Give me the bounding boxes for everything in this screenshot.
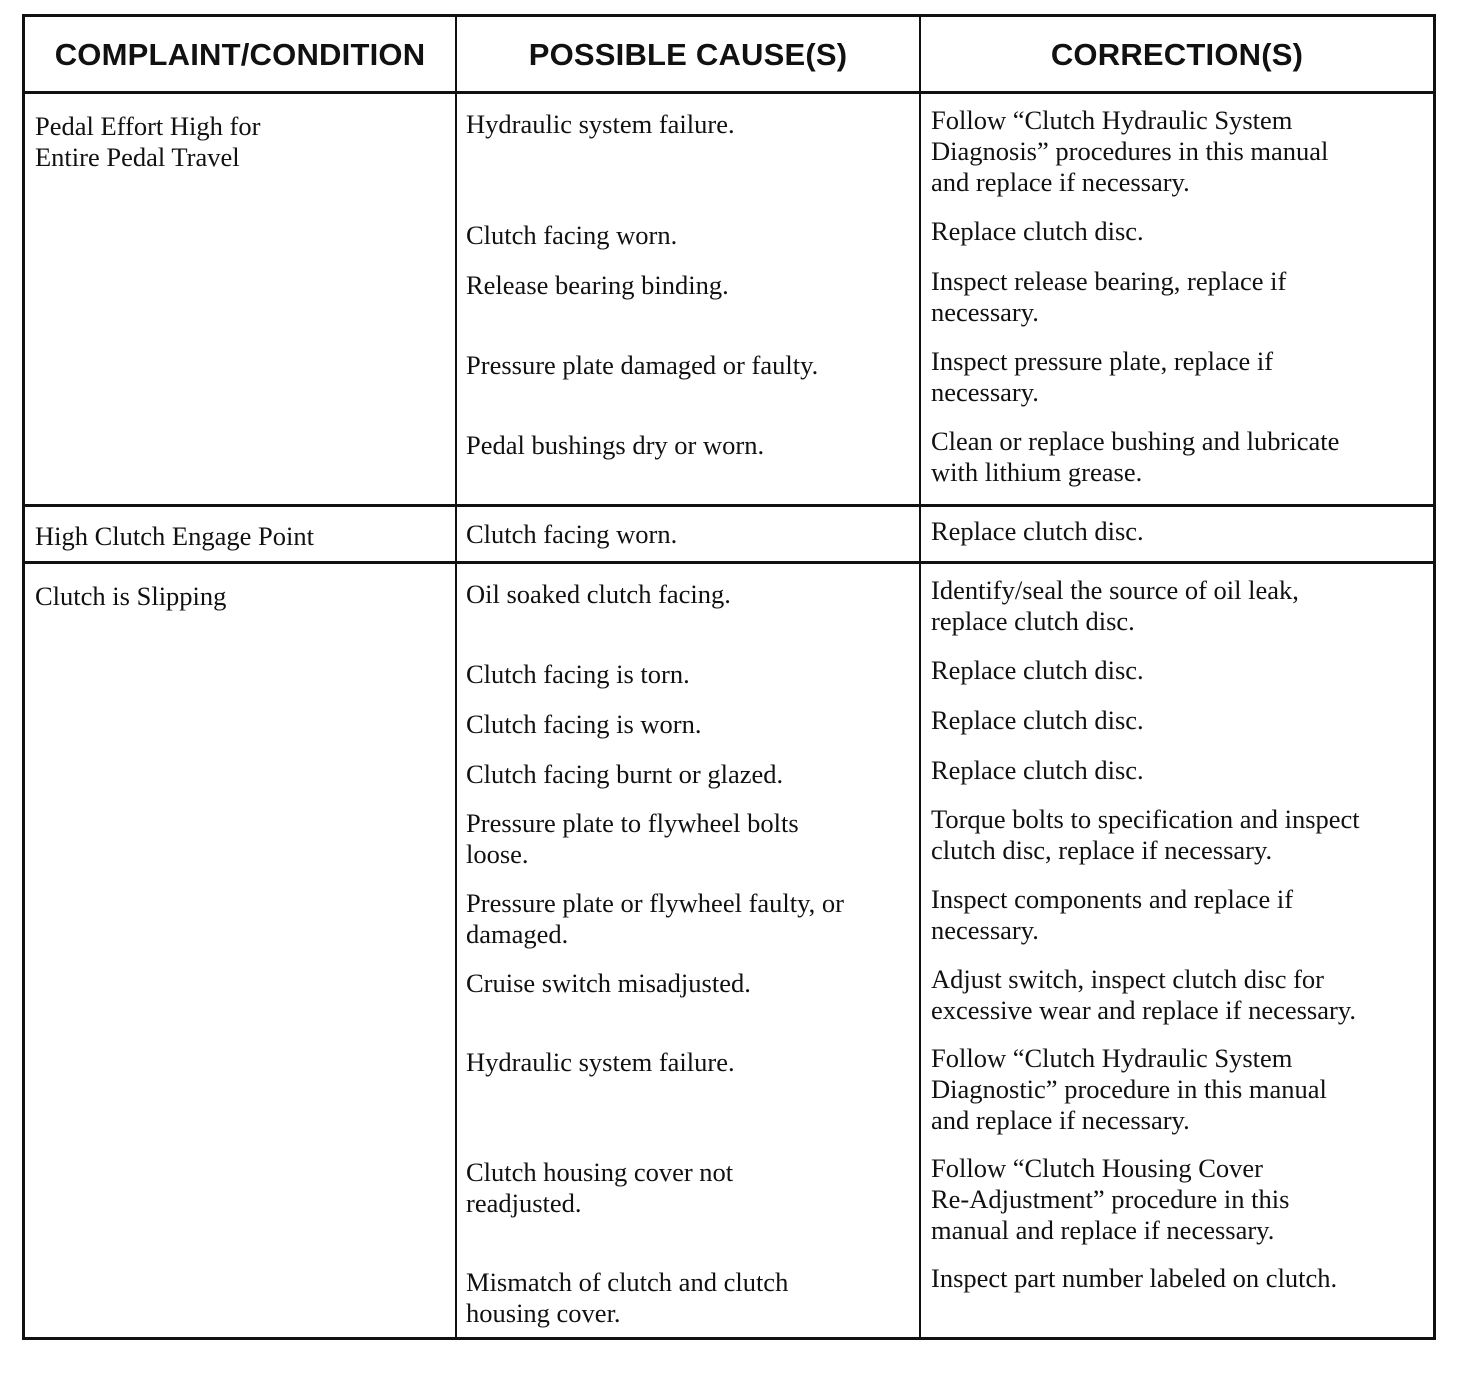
correction-cell: Replace clutch disc. bbox=[931, 705, 1144, 735]
column-divider bbox=[455, 17, 457, 1337]
correction-cell: Adjust switch, inspect clutch disc for excessive wear and replace if necessary. bbox=[931, 964, 1356, 1025]
correction-cell: Inspect release bearing, replace if necessary. bbox=[931, 266, 1287, 327]
cause-cell: Pedal bushings dry or worn. bbox=[466, 430, 765, 460]
cause-cell: Cruise switch misadjusted. bbox=[466, 968, 751, 998]
cause-cell: Oil soaked clutch facing. bbox=[466, 579, 731, 609]
cause-cell: Mismatch of clutch and clutch housing cover. bbox=[466, 1267, 789, 1328]
header-correction: CORRECTION(S) bbox=[1050, 37, 1304, 72]
correction-cell: Replace clutch disc. bbox=[931, 655, 1144, 685]
complaint-cell: Pedal Effort High for Entire Pedal Travel bbox=[35, 111, 261, 172]
correction-cell: Inspect pressure plate, replace if necessary. bbox=[931, 346, 1274, 407]
complaint-cell: High Clutch Engage Point bbox=[35, 521, 314, 551]
correction-cell: Identify/seal the source of oil leak, replace clutch disc. bbox=[931, 575, 1299, 636]
correction-cell: Torque bolts to specification and inspect clutch disc, replace if necessary. bbox=[931, 804, 1360, 865]
correction-cell: Replace clutch disc. bbox=[931, 755, 1144, 785]
correction-cell: Follow “Clutch Hydraulic System Diagnostic” procedure in this manual and replace if necessary. bbox=[931, 1043, 1327, 1135]
column-divider bbox=[919, 17, 921, 1337]
correction-cell: Inspect components and replace if necessary. bbox=[931, 884, 1294, 945]
complaint-cell: Clutch is Slipping bbox=[35, 581, 227, 611]
correction-cell: Replace clutch disc. bbox=[931, 516, 1144, 546]
cause-cell: Clutch facing worn. bbox=[466, 519, 678, 549]
cause-cell: Pressure plate damaged or faulty. bbox=[466, 350, 819, 380]
cause-cell: Clutch facing worn. bbox=[466, 220, 678, 250]
header-complaint: COMPLAINT/CONDITION bbox=[54, 37, 426, 72]
correction-cell: Follow “Clutch Housing Cover Re-Adjustment” procedure in this manual and replace if necessary. bbox=[931, 1153, 1290, 1245]
correction-cell: Follow “Clutch Hydraulic System Diagnosis” procedures in this manual and replace if necessary. bbox=[931, 105, 1329, 197]
cause-cell: Clutch housing cover not readjusted. bbox=[466, 1157, 734, 1218]
cause-cell: Release bearing binding. bbox=[466, 270, 729, 300]
correction-cell: Replace clutch disc. bbox=[931, 216, 1144, 246]
troubleshooting-table bbox=[22, 14, 1436, 1340]
cause-cell: Hydraulic system failure. bbox=[466, 109, 735, 139]
cause-cell: Hydraulic system failure. bbox=[466, 1047, 735, 1077]
correction-cell: Inspect part number labeled on clutch. bbox=[931, 1263, 1338, 1293]
cause-cell: Pressure plate or flywheel faulty, or damaged. bbox=[466, 888, 844, 949]
cause-cell: Clutch facing burnt or glazed. bbox=[466, 759, 784, 789]
cause-cell: Clutch facing is torn. bbox=[466, 659, 690, 689]
cause-cell: Pressure plate to flywheel bolts loose. bbox=[466, 808, 799, 869]
cause-cell: Clutch facing is worn. bbox=[466, 709, 702, 739]
group-divider bbox=[25, 561, 1433, 564]
group-divider bbox=[25, 504, 1433, 507]
correction-cell: Clean or replace bushing and lubricate with lithium grease. bbox=[931, 426, 1340, 487]
header-cause: POSSIBLE CAUSE(S) bbox=[528, 37, 848, 72]
